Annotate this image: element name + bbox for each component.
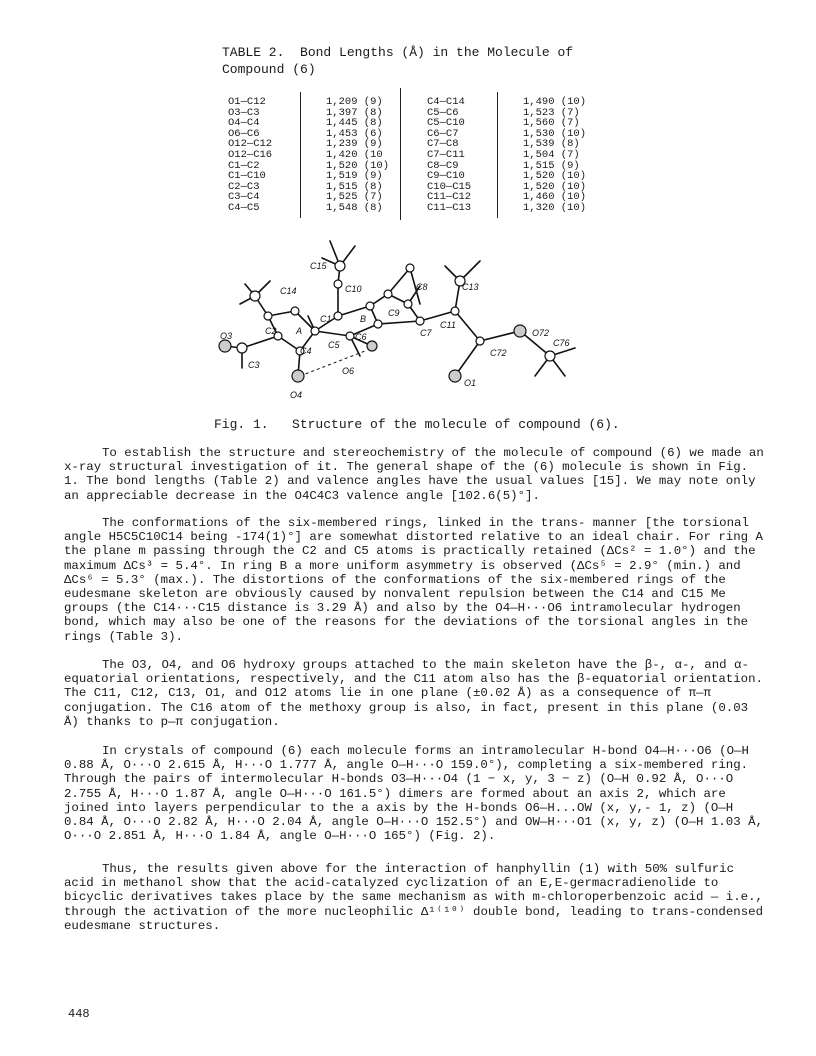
bond-name: C6—C7 — [427, 127, 459, 140]
bond-name: C2—C3 — [228, 180, 260, 193]
atom-label: A — [296, 326, 303, 336]
bond-name: C5—C6 — [427, 106, 459, 119]
bond-length: 1,520 (10) — [523, 170, 587, 183]
atom-label: C76 — [553, 338, 570, 348]
atom-label: C3 — [248, 360, 260, 370]
bond-length: 1,539 (8) — [523, 138, 580, 151]
bond-name: C3—C4 — [228, 191, 260, 204]
bond-name: C5—C10 — [427, 117, 465, 130]
bond-length: 1,519 (9) — [326, 170, 383, 183]
bond-length: 1,453 (6) — [326, 127, 383, 140]
molecule-structure-figure — [150, 236, 630, 416]
bond-length: 1,520 (10) — [326, 159, 390, 172]
molecule-diagram — [150, 236, 630, 416]
bond-length: 1,515 (9) — [523, 159, 580, 172]
atom-label: C13 — [462, 282, 479, 292]
bond-length: 1,239 (9) — [326, 138, 383, 151]
bond-name: O4—C4 — [228, 117, 260, 130]
atom-label: C5 — [328, 340, 340, 350]
bond-length: 1,504 (7) — [523, 148, 580, 161]
paragraph-text: The conformations of the six-membered rings, linked in the trans- manner [the torsional angle H5C5C10C14 being -174(1)°] are somewhat distorted relative to an ideal chair. For ring A the plane m passing through the C2 and C5 atoms is practically retained (ΔCs² = 1.0°) and the maximum ΔCs³ = 5.4°. In ring B a more uniform asymmetry is observed (ΔCs⁵ = 2.9° (min.) and ΔCs⁶ = 5.3° (max.). The distortions of the conformations of the six-membered rings of the eudesmane skeleton are obviously caused by nonvalent repulsion between the C14 and C15 Me groups (the C14···C15 distance is 3.29 Å) and also by the O4—H···O6 intramolecular hydrogen bond, which may also be one of the reasons for the deviations of the torsional angles in the rings (Table 3). — [64, 516, 763, 644]
bond-name: O1—C12 — [228, 96, 266, 108]
bond-name: O12—C16 — [228, 148, 273, 161]
paragraph-text: The O3, O4, and O6 hydroxy groups attached to the main skeleton have the β-, α-, and α-equatorial orientations, respectively, and the C11 atom also has the β-equatorial orientation. The C11, C12, C13, O1, and O12 atoms lie in one plane (±0.02 Å) as a consequence of π—π conjugation. The C16 atom of the methoxy group is also, in fact, present in this plane (0.03 Å) thanks to p—π conjugation. — [64, 658, 763, 729]
paragraph — [64, 446, 764, 503]
table-caption-line2: Compound (6) — [222, 62, 316, 77]
atom-label: C1 — [320, 314, 332, 324]
atom-label: C14 — [280, 286, 297, 296]
bond-length: 1,320 (10) — [523, 201, 587, 214]
table-caption — [222, 44, 573, 78]
table-left-lengths — [326, 97, 389, 214]
bond-length: 1,490 (10) — [523, 96, 587, 108]
bond-length: 1,525 (7) — [326, 191, 383, 204]
bond-length: 1,445 (8) — [326, 117, 383, 130]
atom-label: C72 — [490, 348, 507, 358]
bond-length: 1,420 (10 — [326, 148, 383, 161]
atom-label: C6 — [355, 332, 367, 342]
atom-label: O6 — [342, 366, 355, 376]
paragraph-text: To establish the structure and stereochemistry of the molecule of compound (6) we made an x-ray structural investigation of it. The general shape of the (6) molecule is shown in Fig. 1. The bond lengths (Table 2) and valence angles have the usual values [15]. We may note only an appreciable decrease in the O4C4C3 valence angle [102.6(5)°]. — [64, 446, 764, 503]
bond-name: C10—C15 — [427, 180, 472, 193]
paragraph — [64, 658, 764, 729]
atom-label: C9 — [388, 308, 400, 318]
paragraph-text: Thus, the results given above for the interaction of hanphyllin (1) with 50% sulfuric acid in methanol show that the acid-catalyzed cyclization of an E,E-germacradienolide to bicyclic derivatives takes place by the same mechanism as with m-chloroperbenzoic acid — i.e., through the activation of the more nucleophilic Δ¹⁽¹⁰⁾ double bond, leading to trans-condensed eudesmane structures. — [64, 862, 764, 933]
bond-length: 1,515 (8) — [326, 180, 383, 193]
atom-label: O3 — [220, 331, 233, 341]
table-right-bonds — [427, 97, 471, 214]
bond-name: C9—C10 — [427, 170, 465, 183]
bond-name: C4—C14 — [427, 96, 465, 108]
paragraph — [64, 744, 764, 843]
bond-length: 1,560 (7) — [523, 117, 580, 130]
atom-label: B — [360, 314, 367, 324]
table-divider — [497, 92, 498, 218]
bond-name: O6—C6 — [228, 127, 260, 140]
atom-label: C11 — [440, 320, 456, 330]
bond-length: 1,548 (8) — [326, 201, 383, 214]
paragraph — [64, 516, 764, 644]
bond-name: C11—C13 — [427, 201, 472, 214]
atom-label: O1 — [464, 378, 477, 388]
bond-name: C1—C2 — [228, 159, 260, 172]
bond-name: C4—C5 — [228, 201, 260, 214]
atom-label: C15 — [310, 261, 327, 271]
table-divider — [300, 92, 301, 218]
bond-length: 1,209 (9) — [326, 96, 383, 108]
atom-label: C2 — [265, 326, 277, 336]
bond-name: O12—C12 — [228, 138, 273, 151]
bond-length: 1,520 (10) — [523, 180, 587, 193]
paragraph — [64, 862, 764, 933]
atom-label: C8 — [416, 282, 428, 292]
bond-name: C11—C12 — [427, 191, 472, 204]
paragraph-text: In crystals of compound (6) each molecule forms an intramolecular H-bond O4—H···O6 (O—H 0.88 Å, O···O 2.615 Å, H···O 1.777 Å, angle O—H···O 159.0°), completing a six-membered ring. Through the pairs of intermolecular H-bonds O3—H···O4 (1 − x, y, 3 − z) (O—H 0.92 Å, O···O 2.755 Å, H···O 1.87 Å, angle O—H···O 161.5°) dimers are formed about an axis 2, which are joined into layers perpendicular to the a axis by the H-bonds O6—H...OW (x, y,- 1, z) (O—H 0.84 Å, O···O 2.82 Å, H···O 2.04 Å, angle O—H···O 152.5°) and OW—H···O1 (x, y, z) (O—H 1.03 Å, O···O 2.851 Å, H···O 1.84 Å, angle O—H···O 165°) (Fig. 2). — [64, 744, 763, 844]
bond-name: C8—C9 — [427, 159, 459, 172]
table-right-lengths — [523, 97, 586, 214]
bond-length: 1,523 (7) — [523, 106, 580, 119]
bond-name: C1—C10 — [228, 170, 266, 183]
table-center-divider — [400, 88, 401, 220]
atom-label: O4 — [290, 390, 303, 400]
bond-name: C7—C11 — [427, 148, 465, 161]
atom-label: C10 — [345, 284, 362, 294]
bond-length: 1,460 (10) — [523, 191, 587, 204]
atom-label: O72 — [532, 328, 550, 338]
table-left-bonds — [228, 97, 272, 214]
bond-name: C7—C8 — [427, 138, 459, 151]
table-caption-line1: TABLE 2. Bond Lengths (Å) in the Molecule of — [222, 45, 574, 60]
figure-caption: Fig. 1. Structure of the molecule of compound (6). — [214, 417, 620, 432]
atom-label: C7 — [420, 328, 432, 338]
bond-length: 1,530 (10) — [523, 127, 587, 140]
bond-name: O3—C3 — [228, 106, 260, 119]
page-number: 448 — [68, 1007, 90, 1021]
bond-length: 1,397 (8) — [326, 106, 383, 119]
atom-label: C4 — [300, 346, 312, 356]
